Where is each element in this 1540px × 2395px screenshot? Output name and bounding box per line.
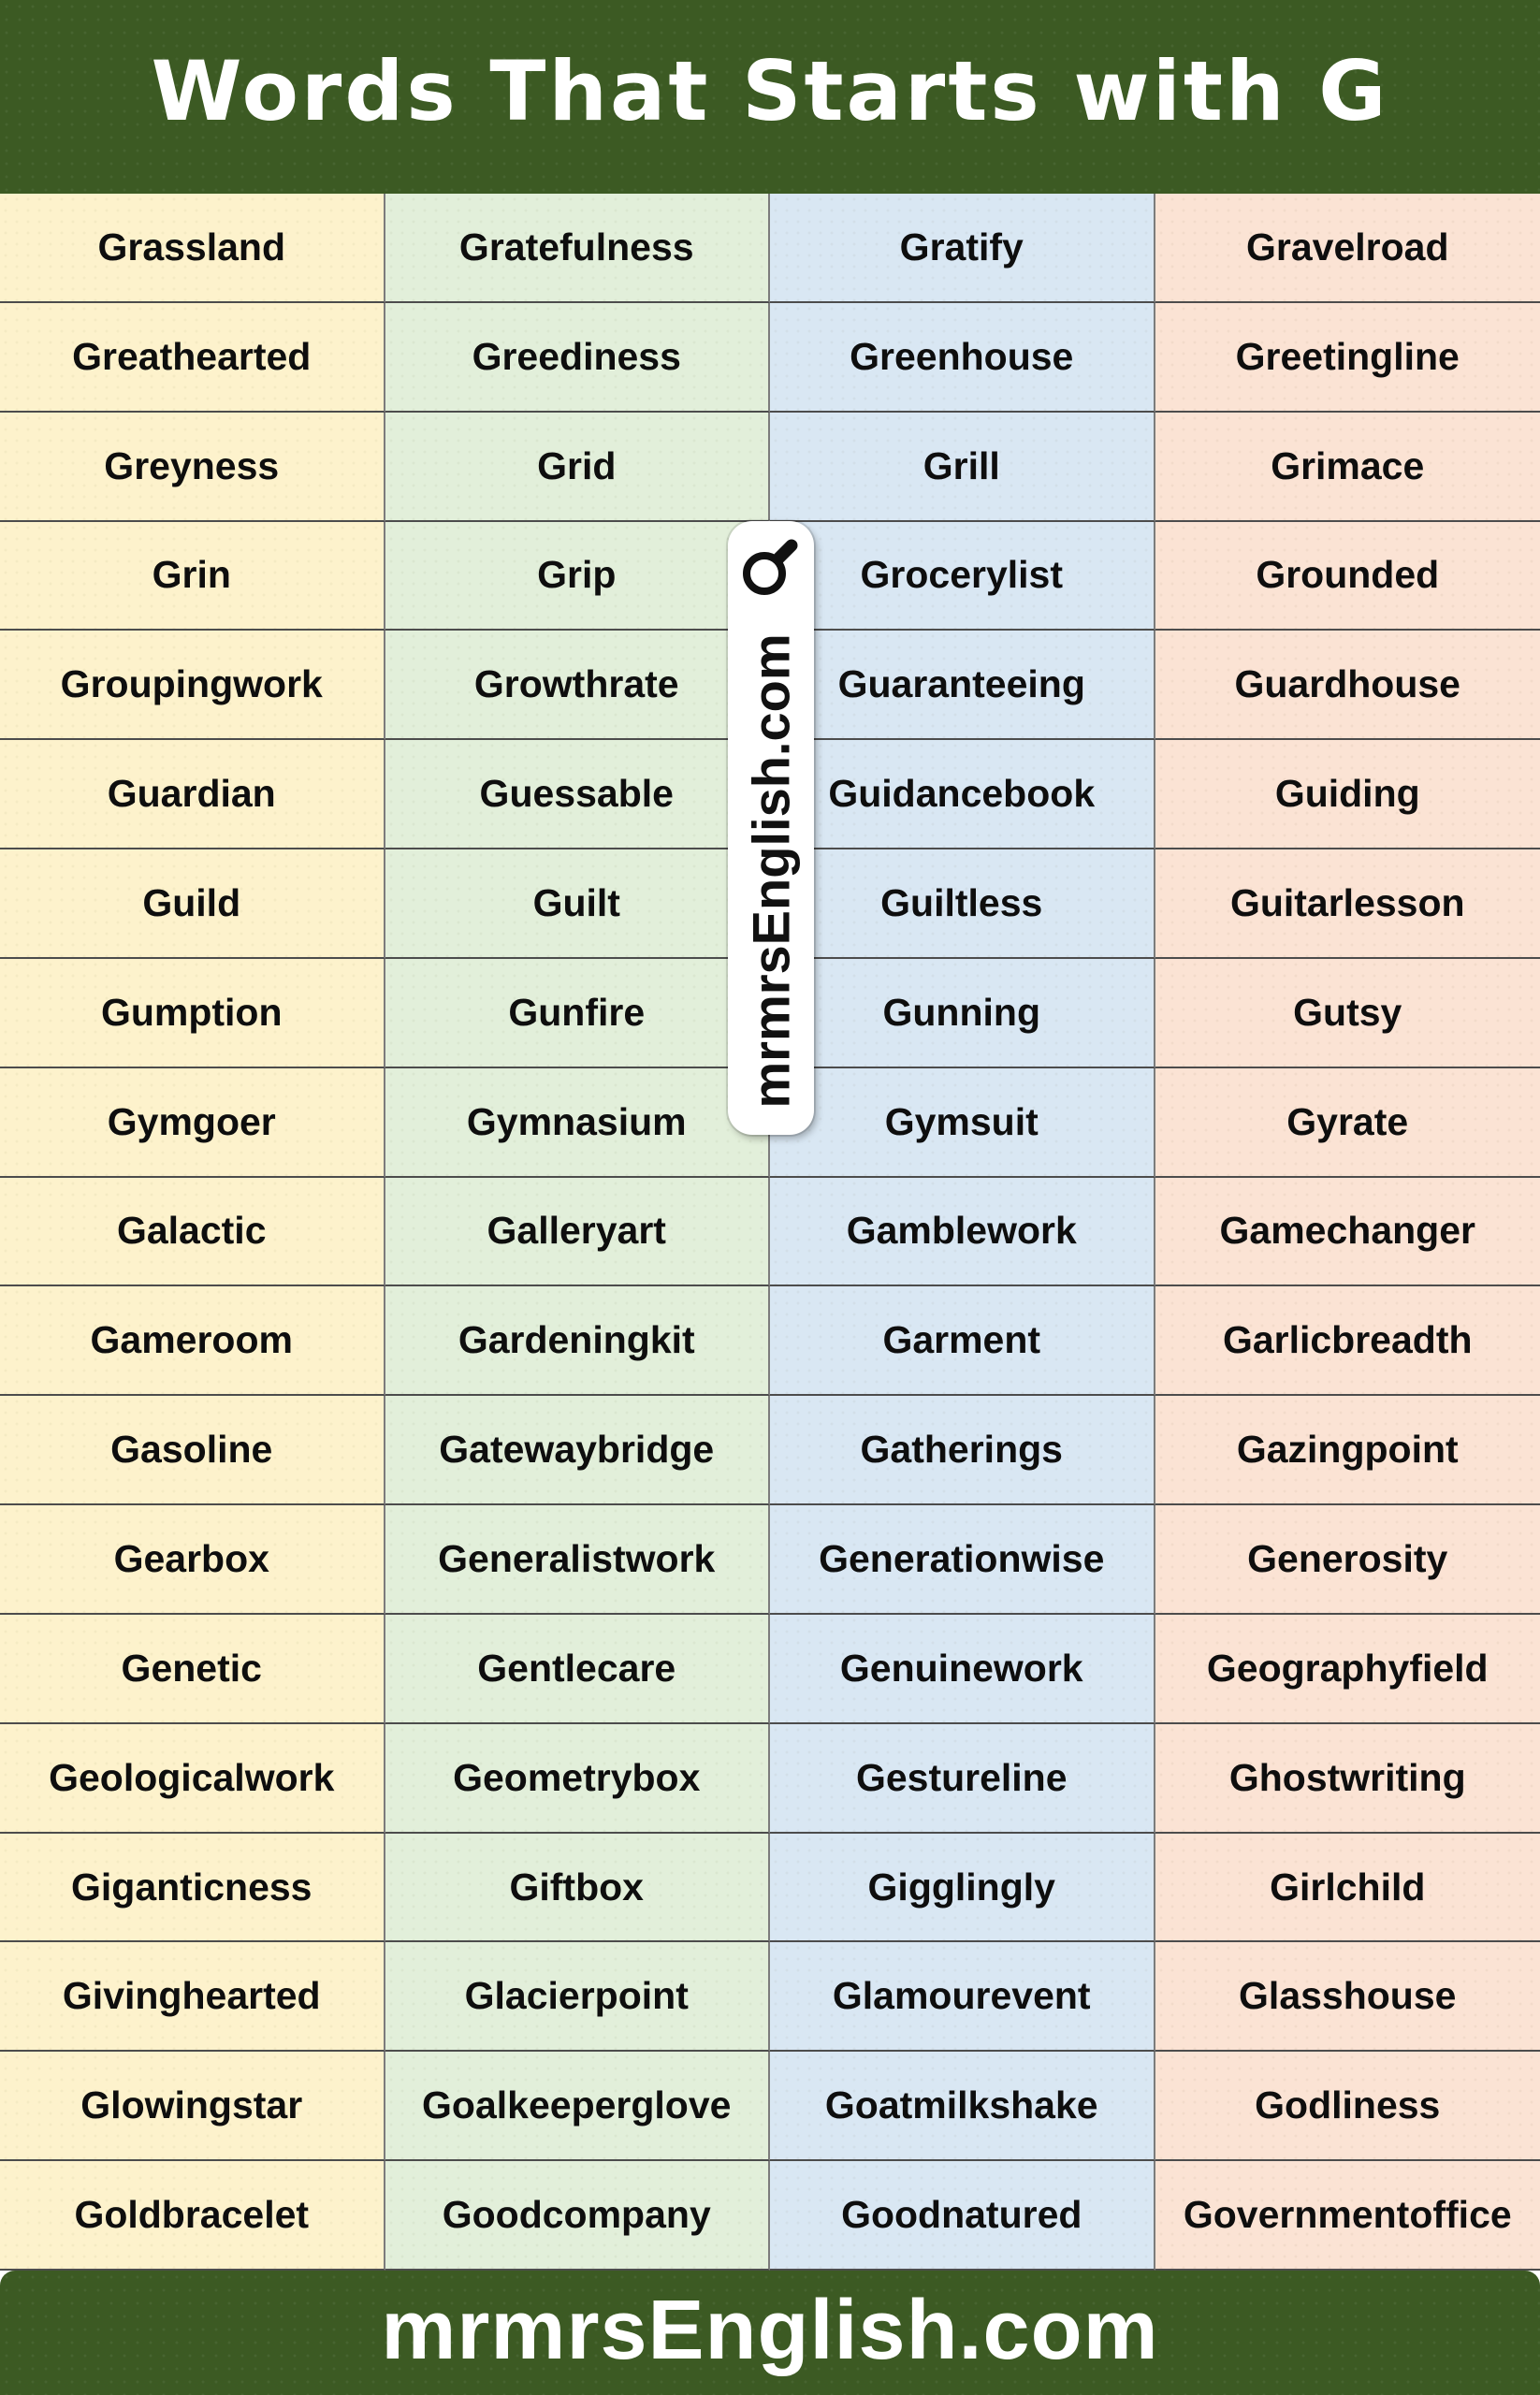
- word-cell: Guiding: [1155, 740, 1540, 849]
- word-cell: Godliness: [1155, 2052, 1540, 2161]
- word-cell: Greyness: [0, 413, 385, 522]
- word-cell: Guild: [0, 849, 385, 959]
- word-cell: Guardhouse: [1155, 631, 1540, 740]
- word-cell: Gatherings: [770, 1396, 1155, 1505]
- word-cell: Gymsuit: [770, 1068, 1155, 1178]
- word-cell: Giganticness: [0, 1834, 385, 1943]
- word-cell: Gamechanger: [1155, 1178, 1540, 1287]
- word-cell: Gameroom: [0, 1286, 385, 1396]
- word-cell: Guidancebook: [770, 740, 1155, 849]
- word-cell: Generationwise: [770, 1505, 1155, 1615]
- word-cell: Gratefulness: [385, 194, 771, 303]
- word-cell: Grassland: [0, 194, 385, 303]
- word-cell: Greathearted: [0, 303, 385, 413]
- word-cell: Girlchild: [1155, 1834, 1540, 1943]
- word-cell: Glacierpoint: [385, 1942, 771, 2052]
- word-cell: Gearbox: [0, 1505, 385, 1615]
- word-cell: Gymgoer: [0, 1068, 385, 1178]
- word-cell: Geographyfield: [1155, 1615, 1540, 1724]
- word-cell: Gamblework: [770, 1178, 1155, 1287]
- header-banner: [0, 0, 1540, 194]
- magnifier-icon: [739, 536, 803, 602]
- word-cell: Goatmilkshake: [770, 2052, 1155, 2161]
- word-cell: Gunfire: [385, 959, 771, 1068]
- word-cell: Givinghearted: [0, 1942, 385, 2052]
- word-cell: Governmentoffice: [1155, 2161, 1540, 2271]
- watermark-pill: [728, 521, 814, 1135]
- word-cell: Grocerylist: [770, 522, 1155, 631]
- word-cell: Glasshouse: [1155, 1942, 1540, 2052]
- word-cell: Garment: [770, 1286, 1155, 1396]
- word-cell: Grip: [385, 522, 771, 631]
- word-cell: Gyrate: [1155, 1068, 1540, 1178]
- word-cell: Gratify: [770, 194, 1155, 303]
- word-cell: Gunning: [770, 959, 1155, 1068]
- word-cell: Grimace: [1155, 413, 1540, 522]
- word-cell: Greediness: [385, 303, 771, 413]
- word-cell: Gentlecare: [385, 1615, 771, 1724]
- word-cell: Gasoline: [0, 1396, 385, 1505]
- word-cell: Goalkeeperglove: [385, 2052, 771, 2161]
- word-cell: Gymnasium: [385, 1068, 771, 1178]
- word-cell: Garlicbreadth: [1155, 1286, 1540, 1396]
- word-cell: Gigglingly: [770, 1834, 1155, 1943]
- word-cell: Guiltless: [770, 849, 1155, 959]
- word-cell: Ghostwriting: [1155, 1724, 1540, 1834]
- word-cell: Goodnatured: [770, 2161, 1155, 2271]
- word-cell: Gazingpoint: [1155, 1396, 1540, 1505]
- word-cell: Grounded: [1155, 522, 1540, 631]
- word-cell: Guardian: [0, 740, 385, 849]
- watermark-site-label: mrmrsEnglish.com: [741, 633, 801, 1109]
- word-cell: Grill: [770, 413, 1155, 522]
- word-grid: [0, 194, 1540, 2271]
- word-cell: Growthrate: [385, 631, 771, 740]
- word-cell: Galactic: [0, 1178, 385, 1287]
- word-cell: Geometrybox: [385, 1724, 771, 1834]
- word-cell: Goldbracelet: [0, 2161, 385, 2271]
- word-cell: Greenhouse: [770, 303, 1155, 413]
- word-cell: Gardeningkit: [385, 1286, 771, 1396]
- word-cell: Guitarlesson: [1155, 849, 1540, 959]
- footer-site-label: mrmrsEnglish.com: [381, 2284, 1159, 2377]
- page-title: Words That Starts with G: [151, 43, 1389, 139]
- word-cell: Guaranteeing: [770, 631, 1155, 740]
- word-cell: Genuinework: [770, 1615, 1155, 1724]
- word-cell: Gravelroad: [1155, 194, 1540, 303]
- word-cell: Gumption: [0, 959, 385, 1068]
- word-cell: Galleryart: [385, 1178, 771, 1287]
- word-cell: Groupingwork: [0, 631, 385, 740]
- footer-banner: [0, 2271, 1540, 2395]
- word-cell: Goodcompany: [385, 2161, 771, 2271]
- word-cell: Glamourevent: [770, 1942, 1155, 2052]
- word-cell: Gestureline: [770, 1724, 1155, 1834]
- word-cell: Gutsy: [1155, 959, 1540, 1068]
- word-cell: Grin: [0, 522, 385, 631]
- word-cell: Geologicalwork: [0, 1724, 385, 1834]
- word-cell: Guilt: [385, 849, 771, 959]
- word-cell: Generosity: [1155, 1505, 1540, 1615]
- word-cell: Guessable: [385, 740, 771, 849]
- word-cell: Greetingline: [1155, 303, 1540, 413]
- word-cell: Grid: [385, 413, 771, 522]
- word-cell: Generalistwork: [385, 1505, 771, 1615]
- word-cell: Gatewaybridge: [385, 1396, 771, 1505]
- word-cell: Glowingstar: [0, 2052, 385, 2161]
- word-cell: Giftbox: [385, 1834, 771, 1943]
- word-cell: Genetic: [0, 1615, 385, 1724]
